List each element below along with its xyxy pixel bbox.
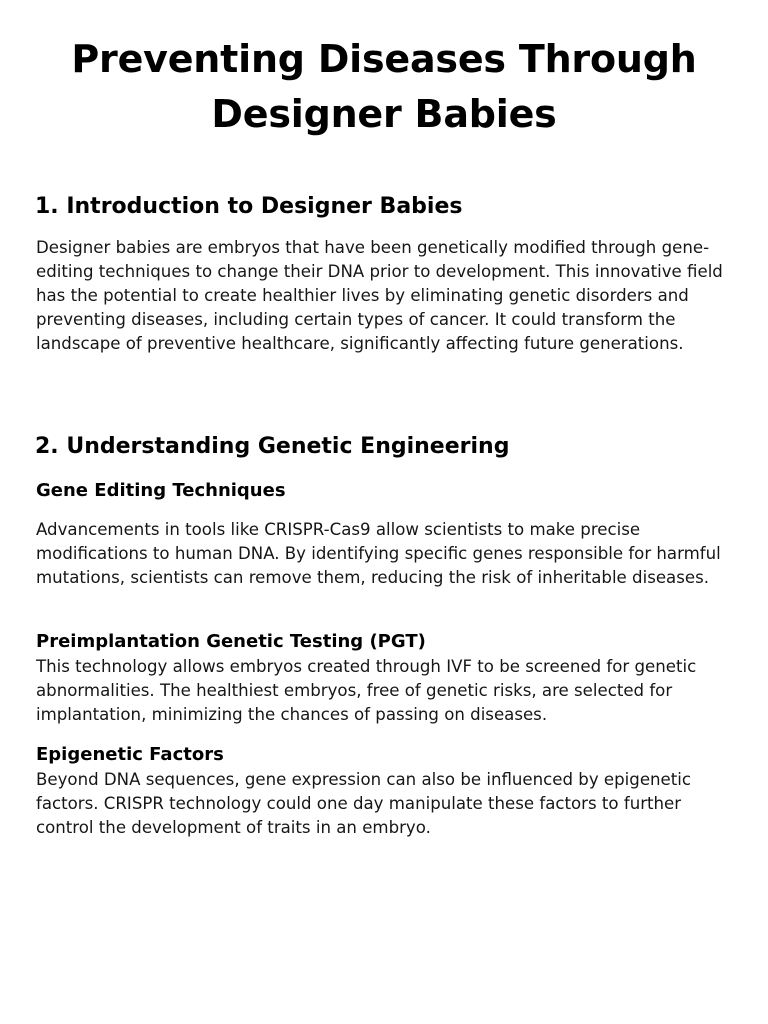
epigenetic-paragraph: Beyond DNA sequences, gene expression can also be influenced by epigenetic factors. CRISPR technology could one day manipulate these factors to further control the development of traits in an embryo. (36, 770, 691, 837)
introduction-paragraph: Designer babies are embryos that have been genetically modified through gene-editing techniques to change their DNA prior to development. This innovative field has the potential to create healthier lives by eliminating genetic disorders and preventing diseases, including certain types of cancer. It could transform the landscape of preventive healthcare, significantly affecting future generations. (36, 238, 723, 353)
section-heading-introduction: 1. Introduction to Designer Babies (35, 194, 463, 219)
subsection-heading-gene-editing: Gene Editing Techniques (36, 480, 286, 501)
pgt-paragraph: This technology allows embryos created through IVF to be screened for genetic abnormalities. The healthiest embryos, free of genetic risks, are selected for implantation, minimizing the chances of passing on diseases. (36, 657, 697, 724)
document-title: Preventing Diseases Through Designer Babies (71, 37, 697, 136)
section-heading-genetic-engineering: 2. Understanding Genetic Engineering (35, 434, 510, 459)
gene-editing-paragraph: Advancements in tools like CRISPR-Cas9 allow scientists to make precise modifications to human DNA. By identifying specific genes responsible for harmful mutations, scientists can remove them, reducing the risk of inheritable diseases. (36, 520, 721, 587)
subsection-heading-pgt: Preimplantation Genetic Testing (PGT) (36, 631, 426, 652)
subsection-heading-epigenetic: Epigenetic Factors (36, 744, 224, 765)
